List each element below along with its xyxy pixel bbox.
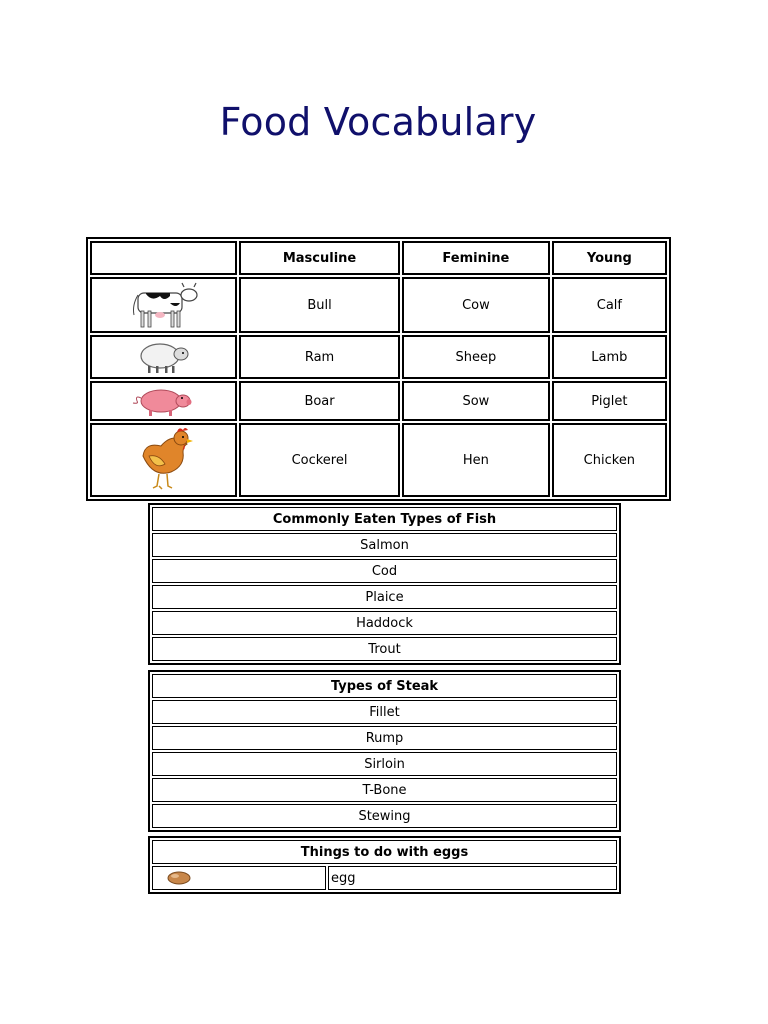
table-row <box>152 637 617 661</box>
header-cell-masculine: Masculine <box>239 241 400 275</box>
list-item: Sirloin <box>152 752 617 776</box>
list-item: T-Bone <box>152 778 617 802</box>
egg-word-cell: egg <box>328 866 617 890</box>
masculine-cell: Boar <box>239 381 400 421</box>
steak-table-header: Types of Steak <box>152 674 617 698</box>
masculine-cell: Ram <box>239 335 400 379</box>
feminine-cell: Cow <box>402 277 550 333</box>
steak-types-table <box>148 670 621 832</box>
masculine-cell: Cockerel <box>239 423 400 497</box>
cow-icon <box>90 277 237 333</box>
table-row <box>152 611 617 635</box>
list-item: Trout <box>152 637 617 661</box>
table-row <box>152 778 617 802</box>
young-cell: Lamb <box>552 335 667 379</box>
young-cell: Chicken <box>552 423 667 497</box>
table-row <box>152 533 617 557</box>
egg-icon <box>152 866 326 890</box>
header-cell-empty <box>90 241 237 275</box>
feminine-cell: Sheep <box>402 335 550 379</box>
table-row <box>90 423 667 497</box>
table-row <box>152 559 617 583</box>
animal-vocabulary-table <box>86 237 671 501</box>
header-cell-feminine: Feminine <box>402 241 550 275</box>
list-item: Fillet <box>152 700 617 724</box>
masculine-cell: Bull <box>239 277 400 333</box>
page-title: Food Vocabulary <box>219 100 537 144</box>
young-cell: Piglet <box>552 381 667 421</box>
table-row <box>90 381 667 421</box>
table-row <box>152 700 617 724</box>
table-row <box>152 674 617 698</box>
list-item: Rump <box>152 726 617 750</box>
table-row <box>152 840 617 864</box>
egg-uses-table <box>148 836 621 894</box>
chicken-icon <box>90 423 237 497</box>
table-row <box>152 507 617 531</box>
table-row <box>152 866 617 890</box>
list-item: Haddock <box>152 611 617 635</box>
table-row <box>152 726 617 750</box>
table-row <box>152 752 617 776</box>
table-row <box>90 277 667 333</box>
table-row <box>152 585 617 609</box>
table-row <box>90 335 667 379</box>
feminine-cell: Hen <box>402 423 550 497</box>
fish-table-header: Commonly Eaten Types of Fish <box>152 507 617 531</box>
table-row <box>152 804 617 828</box>
eggs-table-header: Things to do with eggs <box>152 840 617 864</box>
header-cell-young: Young <box>552 241 667 275</box>
feminine-cell: Sow <box>402 381 550 421</box>
list-item: Stewing <box>152 804 617 828</box>
list-item: Salmon <box>152 533 617 557</box>
list-item: Cod <box>152 559 617 583</box>
list-item: Plaice <box>152 585 617 609</box>
pig-icon <box>90 381 237 421</box>
sheep-icon <box>90 335 237 379</box>
young-cell: Calf <box>552 277 667 333</box>
fish-types-table <box>148 503 621 665</box>
table-header-row <box>90 241 667 275</box>
